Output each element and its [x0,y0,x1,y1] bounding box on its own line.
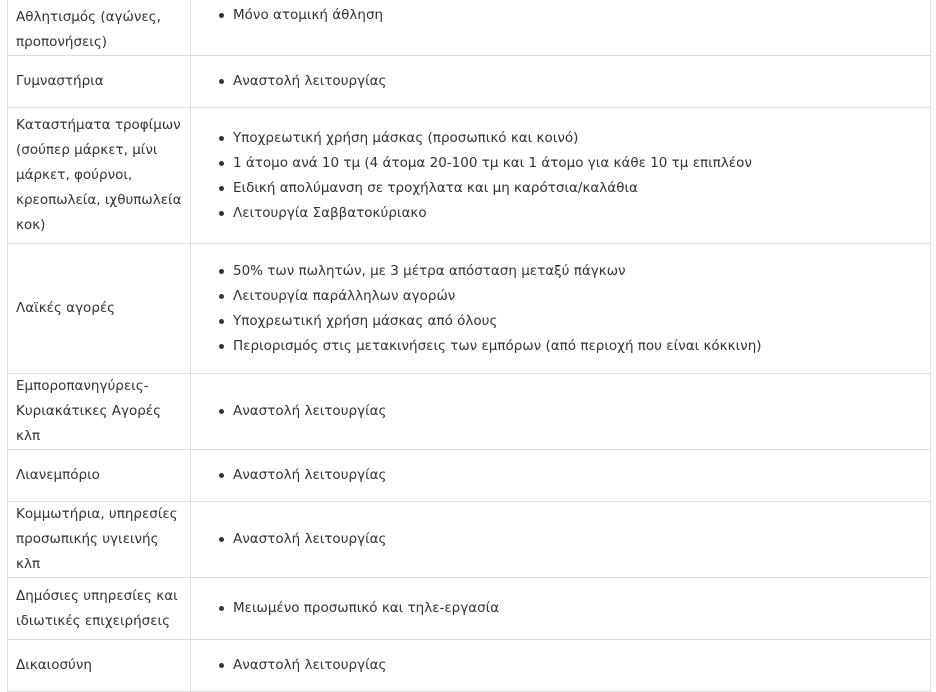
category-cell: Κομμωτήρια, υπηρεσίες προσωπικής υγιεινής κλπ [8,502,191,578]
measures-list [199,596,922,621]
measures-cell [191,450,931,502]
measures-cell [191,244,931,374]
category-cell: Εμποροπανηγύρεις-Κυριακάτικες Αγορές κλπ [8,374,191,450]
table-row [8,244,931,374]
measures-cell [191,640,931,692]
measure-item: Αναστολή λειτουργίας [219,399,922,424]
table-row [8,56,931,108]
measure-item: Λειτουργία παράλληλων αγορών [219,284,922,309]
measures-cell [191,108,931,244]
table-row [8,502,931,578]
measures-list [199,399,922,424]
category-cell: Γυμναστήρια [8,56,191,108]
category-cell: Αθλητισμός (αγώνες, προπονήσεις) [8,0,191,56]
measure-item: 1 άτομο ανά 10 τμ (4 άτομα 20-100 τμ και 1 άτομο για κάθε 10 τμ επιπλέον [219,151,922,176]
category-cell: Δημόσιες υπηρεσίες και ιδιωτικές επιχειρήσεις [8,578,191,640]
table-row [8,640,931,692]
table-row [8,578,931,640]
measure-item: Περιορισμός στις μετακινήσεις των εμπόρων (από περιοχή που είναι κόκκινη) [219,334,922,359]
category-cell: Δικαιοσύνη [8,640,191,692]
measures-cell [191,56,931,108]
measures-list [199,653,922,678]
measures-list [199,259,922,359]
measures-table [7,0,931,692]
category-cell: Λιανεμπόριο [8,450,191,502]
measures-cell [191,578,931,640]
measure-item: 50% των πωλητών, με 3 μέτρα απόσταση μεταξύ πάγκων [219,259,922,284]
table-row [8,0,931,56]
table-row [8,450,931,502]
measure-item: Λειτουργία Σαββατοκύριακο [219,201,922,226]
measures-list [199,126,922,226]
table-body [8,0,931,692]
measures-list [199,463,922,488]
measures-cell [191,0,931,56]
category-cell: Καταστήματα τροφίμων (σούπερ μάρκετ, μίνι μάρκετ, φούρνοι, κρεοπωλεία, ιχθυπωλεία κοκ) [8,108,191,244]
measure-item: Αναστολή λειτουργίας [219,653,922,678]
measure-item: Αναστολή λειτουργίας [219,463,922,488]
measure-item: Ειδική απολύμανση σε τροχήλατα και μη καρότσια/καλάθια [219,176,922,201]
table-row [8,108,931,244]
measure-item: Αναστολή λειτουργίας [219,69,922,94]
category-cell: Λαϊκές αγορές [8,244,191,374]
measures-list [199,3,922,28]
measure-item: Μόνο ατομική άθληση [219,3,922,28]
table-row [8,374,931,450]
measures-cell [191,374,931,450]
measures-cell [191,502,931,578]
measures-list [199,527,922,552]
measure-item: Υποχρεωτική χρήση μάσκας (προσωπικό και κοινό) [219,126,922,151]
measure-item: Υποχρεωτική χρήση μάσκας από όλους [219,309,922,334]
measure-item: Αναστολή λειτουργίας [219,527,922,552]
measure-item: Μειωμένο προσωπικό και τηλε-εργασία [219,596,922,621]
measures-list [199,69,922,94]
